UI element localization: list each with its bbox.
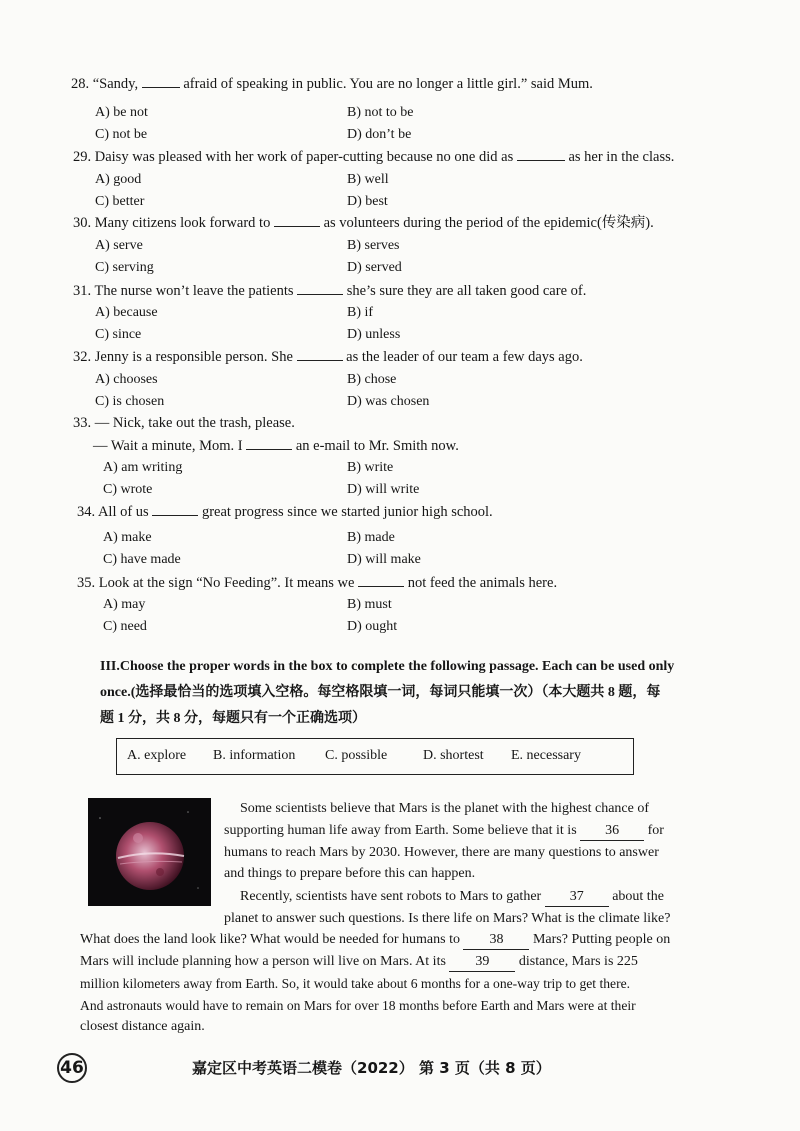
option-c: C) have made bbox=[103, 552, 181, 567]
passage-line: closest distance again. bbox=[80, 1019, 205, 1034]
word-option: D. shortest bbox=[423, 748, 484, 763]
option-a: A) because bbox=[95, 305, 158, 320]
question-33-reply: — Wait a minute, Mom. I an e-mail to Mr. Smith now. bbox=[93, 438, 459, 454]
passage-line: planet to answer such questions. Is there life on Mars? What is the climate like? bbox=[224, 911, 671, 926]
passage-line: And astronauts would have to remain on Mars for over 18 months before Earth and Mars were at their bbox=[80, 998, 636, 1013]
answer-blank bbox=[297, 348, 343, 361]
answer-blank bbox=[517, 148, 565, 161]
option-a: A) may bbox=[103, 597, 146, 612]
question-34-stem: 34. All of us great progress since we started junior high school. bbox=[77, 504, 493, 520]
option-c: C) better bbox=[95, 194, 145, 209]
question-33-stem: 33. — Nick, take out the trash, please. bbox=[73, 415, 295, 431]
option-c: C) need bbox=[103, 619, 147, 634]
passage-line: million kilometers away from Earth. So, it would take about 6 months for a one-way trip to get there. bbox=[80, 976, 631, 991]
option-a: A) good bbox=[95, 172, 142, 187]
option-c: C) is chosen bbox=[95, 394, 165, 409]
option-d: D) best bbox=[347, 194, 388, 209]
passage-line: Mars will include planning how a person will live on Mars. At its 39 distance, Mars is 225 bbox=[80, 953, 638, 972]
option-c: C) wrote bbox=[103, 482, 153, 497]
option-b: B) if bbox=[347, 305, 374, 320]
passage-line: Recently, scientists have sent robots to Mars to gather 37 about the bbox=[240, 888, 664, 907]
page-footer: 嘉定区中考英语二模卷（2022） 第 3 页（共 8 页） bbox=[192, 1059, 551, 1077]
option-c: C) since bbox=[95, 327, 142, 342]
word-option: C. possible bbox=[325, 748, 388, 763]
option-b: B) chose bbox=[347, 372, 397, 387]
question-29-stem: 29. Daisy was pleased with her work of paper-cutting because no one did as as her in the class. bbox=[73, 149, 675, 165]
option-a: A) chooses bbox=[95, 372, 158, 387]
answer-blank bbox=[246, 437, 292, 450]
option-b: B) must bbox=[347, 597, 392, 612]
answer-blank bbox=[358, 574, 404, 587]
option-c: C) serving bbox=[95, 260, 154, 275]
answer-blank bbox=[297, 282, 343, 295]
option-d: D) will make bbox=[347, 552, 421, 567]
answer-blank-38: 38 bbox=[463, 931, 529, 950]
mars-illustration bbox=[88, 798, 211, 906]
option-b: B) not to be bbox=[347, 105, 414, 120]
option-a: A) make bbox=[103, 530, 152, 545]
option-b: B) made bbox=[347, 530, 395, 545]
question-30-stem: 30. Many citizens look forward to as volunteers during the period of the epidemic(传染病). bbox=[73, 215, 654, 231]
passage-line: Some scientists believe that Mars is the planet with the highest chance of bbox=[240, 801, 650, 816]
option-d: D) don’t be bbox=[347, 127, 412, 142]
answer-blank-36: 36 bbox=[580, 822, 644, 841]
option-a: A) am writing bbox=[103, 460, 183, 475]
passage-line: humans to reach Mars by 2030. However, there are many questions to answer bbox=[224, 845, 659, 860]
answer-blank bbox=[152, 503, 198, 516]
answer-blank-39: 39 bbox=[449, 953, 515, 972]
option-a: A) be not bbox=[95, 105, 148, 120]
answer-blank bbox=[274, 214, 320, 227]
option-d: D) ought bbox=[347, 619, 398, 634]
option-d: D) unless bbox=[347, 327, 401, 342]
answer-blank-37: 37 bbox=[545, 888, 609, 907]
word-option: E. necessary bbox=[511, 748, 581, 763]
option-d: D) was chosen bbox=[347, 394, 430, 409]
answer-blank bbox=[142, 75, 180, 88]
question-28-stem: 28. “Sandy, afraid of speaking in public. You are no longer a little girl.” said Mum. bbox=[71, 76, 593, 92]
passage-line: What does the land look like? What would be needed for humans to 38 Mars? Putting people on bbox=[80, 931, 670, 950]
question-32-stem: 32. Jenny is a responsible person. She as the leader of our team a few days ago. bbox=[73, 349, 583, 365]
question-31-stem: 31. The nurse won’t leave the patients she’s sure they are all taken good care of. bbox=[73, 283, 587, 299]
option-d: D) will write bbox=[347, 482, 420, 497]
question-35-stem: 35. Look at the sign “No Feeding”. It means we not feed the animals here. bbox=[77, 575, 558, 591]
word-box bbox=[116, 738, 634, 775]
option-d: D) served bbox=[347, 260, 402, 275]
option-a: A) serve bbox=[95, 238, 143, 253]
option-b: B) well bbox=[347, 172, 389, 187]
option-b: B) serves bbox=[347, 238, 400, 253]
passage-line: supporting human life away from Earth. Some believe that it is 36 for bbox=[224, 822, 664, 841]
page-badge: 46 bbox=[57, 1053, 87, 1083]
passage-line: and things to prepare before this can happen. bbox=[224, 866, 476, 881]
word-option: A. explore bbox=[127, 748, 187, 763]
option-b: B) write bbox=[347, 460, 394, 475]
section-3-instructions: III.Choose the proper words in the box to complete the following passage. Each can be used only once.(选择最恰当的选项填入空格。每空格限填一词，每词只能填一次）（本大题共 8 题，每 题 1 分，共 8 分，每题只有一个正确选项） bbox=[100, 659, 675, 726]
word-option: B. information bbox=[213, 748, 296, 763]
option-c: C) not be bbox=[95, 127, 148, 142]
